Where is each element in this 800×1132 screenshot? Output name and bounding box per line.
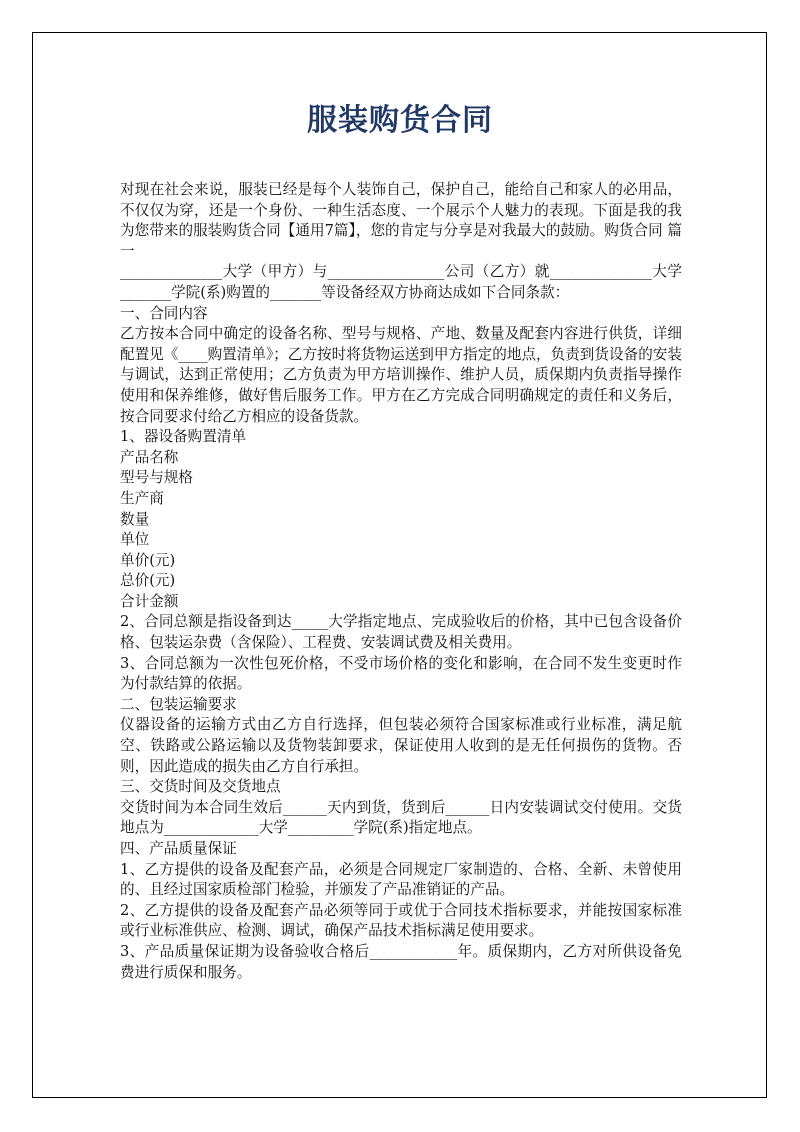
list-item-total-amount: 合计金额 [120, 592, 179, 610]
intro-paragraph: 对现在社会来说，服装已经是每个人装饰自己，保护自己，能给自己和家人的必用品，不仅仅为穿，还是一个身份、一种生活态度、一个展示个人魅力的表现。下面是我的我为您带来的服装购货合同【通用7篇】，您的肯定与分享是对我最大的鼓励。购货合同 篇一 [120, 181, 682, 260]
section-heading-quality: 四、产品质量保证 [120, 840, 237, 857]
parties-paragraph: ______________大学（甲方）与________________公司（乙方）就______________大学_______学院(系)购置的_______等设备经双方协商达成如下合同条款： [120, 263, 682, 301]
list-item-model-spec: 型号与规格 [120, 469, 193, 487]
equipment-list-heading: 1、器设备购置清单 [120, 428, 247, 446]
list-item-manufacturer: 生产商 [120, 489, 164, 507]
document-title: 服装购货合同 [307, 103, 493, 138]
delivery-paragraph: 交货时间为本合同生效后______天内到货，货到后______日内安装调试交付使用。交货地点为_____________大学_________学院(系)指定地点。 [120, 798, 682, 837]
contract-content-paragraph: 乙方按本合同中确定的设备名称、型号与规格、产地、数量及配套内容进行供货，详细配置见《____购置清单》；乙方按时将货物运送到甲方指定的地点，负责到货设备的安装与调试，达到正常使用；乙方负责为甲方培训操作、维护人员，质保期内负责指导操作使用和保养维修，做好售后服务工作。甲方在乙方完成合同明确规定的责任和义务后，按合同要求付给乙方相应的设备货款。 [120, 325, 682, 425]
section-heading-delivery: 三、交货时间及交货地点 [120, 778, 281, 796]
quality-clause-1: 1、乙方提供的设备及配套产品，必须是合同规定厂家制造的、合格、全新、未曾使用的、且经过国家质检部门检验，并颁发了产品准销证的产品。 [120, 860, 682, 899]
quality-clause-3: 3、产品质量保证期为设备验收合格后____________年。质保期内，乙方对所供设备免费进行质保和服务。 [120, 942, 682, 981]
document-body [120, 180, 682, 983]
list-item-unit: 单位 [120, 531, 150, 549]
list-item-quantity: 数量 [120, 510, 150, 528]
clause-fixed-price: 3、合同总额为一次性包死价格，不受市场价格的变化和影响，在合同不发生变更时作为付款结算的依据。 [120, 654, 682, 693]
list-item-total-price: 总价(元) [120, 572, 176, 590]
section-heading-contract-content: 一、合同内容 [120, 304, 208, 322]
clause-total-definition: 2、合同总额是指设备到达_____大学指定地点、完成验收后的价格，其中已包含设备价格、包装运杂费（含保险）、工程费、安装调试费及相关费用。 [120, 613, 682, 652]
packaging-paragraph: 仪器设备的运输方式由乙方自行选择，但包装必须符合国家标准或行业标准，满足航空、铁路或公路运输以及货物装卸要求，保证使用人收到的是无任何损伤的货物。否则，因此造成的损失由乙方自行承担。 [120, 716, 682, 775]
quality-clause-2: 2、乙方提供的设备及配套产品必须等同于或优于合同技术指标要求，并能按国家标准或行业标准供应、检测、调试，确保产品技术指标满足使用要求。 [120, 901, 682, 940]
list-item-unit-price: 单价(元) [120, 551, 176, 569]
list-item-product-name: 产品名称 [120, 448, 179, 466]
section-heading-packaging: 二、包装运输要求 [120, 695, 237, 713]
